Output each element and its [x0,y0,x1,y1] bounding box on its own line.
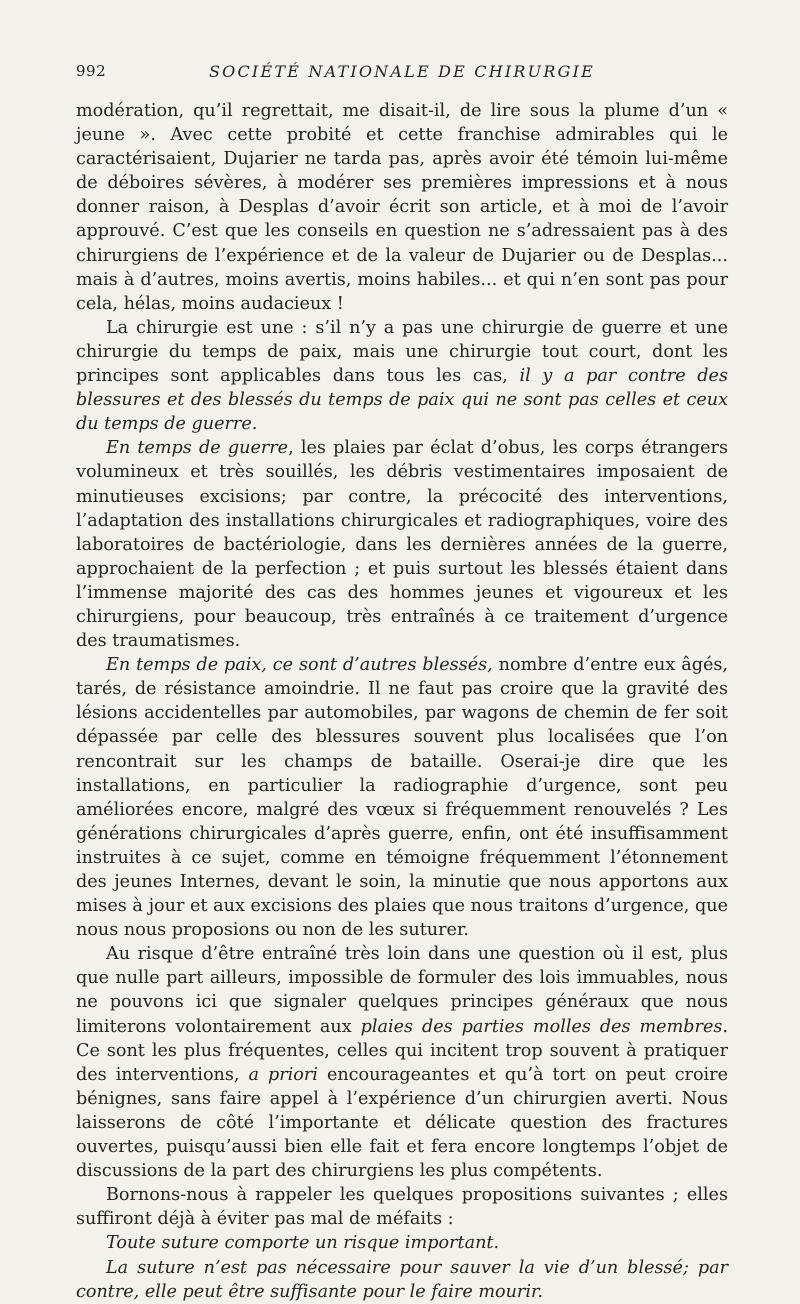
paragraph [76,1183,728,1231]
body-text [76,99,728,1304]
text-run: Bornons-nous à rappeler les quelques propositions suivantes ; elles suffiront déjà à éviter pas mal de méfaits : [76,1185,728,1230]
text-run: Au risque d’être entraîné très loin dans une question où il est, plus que nulle part ailleurs, impossible de formuler des lois immuables, nous ne pouvons ici que signaler quelques principes généraux que nous limiterons volontairement aux [76,944,728,1037]
running-title: SOCIÉTÉ NATIONALE DE CHIRURGIE [209,62,595,81]
text-run: nombre d’entre eux âgés, tarés, de résistance amoindrie. Il ne faut pas croire que la gravité des lésions accidentelles par automobiles, par wagons de chemin de fer soit dépassée par celle des blessures souvent plus localisées que l’on rencontrait sur les champs de bataille. Oserai-je dire que les installations, en particulier la radiographie d’urgence, sont peu améliorées encore, malgré des vœux si fréquemment renouvelés ? Les générations chirurgicales d’après guerre, enfin, ont été insuffisamment instruites à ce sujet, comme en témoigne fréquemment l’étonnement des jeunes Internes, devant le soin, la minutie que nous apportons aux mises à jour et aux excisions des plaies que nous traitons d’urgence, que nous nous proposions ou non de les suturer. [76,655,728,941]
paragraph [76,316,728,436]
page-header [76,62,728,88]
italic-text-run: plaies des parties molles des membres [360,1016,723,1037]
paragraph [76,653,728,942]
paragraph [76,1256,728,1304]
text-run: modération, qu’il regrettait, me disait-il, de lire sous la plume d’un « jeune ». Avec cette probité et cette franchise admirables qui le caractérisaient, Dujarier ne tarda pas, après avoir été témoin lui-même de déboires sévères, à modérer ses premières impressions et à nous donner raison, à Desplas d’avoir écrit son article, et à moi de l’avoir approuvé. C’est que les conseils en question ne s’adressaient pas à des chirurgiens de l’expérience et de la valeur de Dujarier ou de Desplas... mais à d’autres, moins avertis, moins habiles... et qui n’en sont pas pour cela, hélas, moins audacieux ! [76,101,728,314]
page-number: 992 [76,62,107,80]
text-run: La chirurgie est une : s’il n’y a pas une chirurgie de guerre et une chirurgie du temps de paix, mais une chirurgie tout court, dont les principes sont applicables dans tous les cas, [76,317,728,387]
paragraph [76,436,728,653]
italic-text-run: a priori [248,1064,318,1085]
text-run: , les plaies par éclat d’obus, les corps étrangers volumineux et très souillés, les débris vestimentaires imposaient de minutieuses excisions; par contre, la précocité des interventions, l’adaptation des installations chirurgicales et radiographiques, voire des laboratoires de bactériologie, dans les dernières années de la guerre, approchaient de la perfection ; et puis surtout les blessés étaient dans l’immense majorité des cas des hommes jeunes et vigoureux et les chirurgiens, pour beaucoup, très entraînés à ce traitement d’urgence des traumatismes. [76,438,728,652]
text-run: . Ce sont les plus fréquentes, celles qui incitent trop souvent à pratiquer des interventions, [76,1016,728,1085]
italic-text-run: Toute suture comporte un risque important. [106,1233,500,1254]
paragraph [76,942,728,1183]
italic-text-run: En temps de paix, ce sont d’autres blessés, [106,655,493,676]
text-run: encourageantes et qu’à tort on peut croire bénignes, sans faire appel à l’expérience d’un chirurgien averti. Nous laisserons de côté l’importante et délicate question des fractures ouvertes, puisqu’aussi bien elle fait et fera encore longtemps l’objet de discussions de la part des chirurgiens les plus compétents. [76,1064,729,1182]
italic-text-run: il y a par contre des blessures et des blessés du temps de paix qui ne sont pas celles et ceux du temps de guerre. [76,366,728,435]
italic-text-run: En temps de guerre [106,438,289,459]
italic-text-run: La suture n’est pas nécessaire pour sauver la vie d’un blessé; par contre, elle peut être suffisante pour le faire mourir. [76,1257,728,1302]
paragraph [76,1231,728,1255]
paragraph [76,99,728,316]
